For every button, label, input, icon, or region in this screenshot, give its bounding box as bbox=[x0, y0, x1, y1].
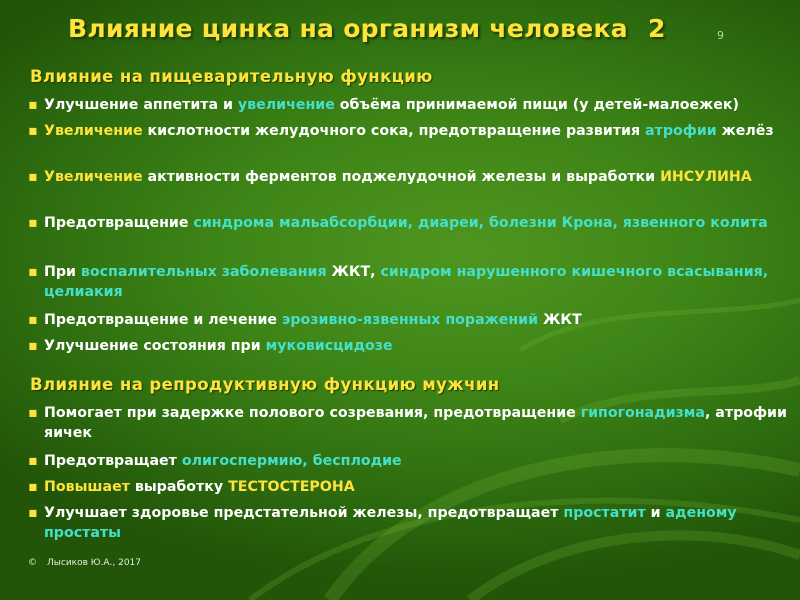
section-heading-digestive: Влияние на пищеварительную функцию bbox=[30, 67, 433, 86]
list-item bbox=[28, 167, 788, 187]
copyright-icon: © bbox=[28, 558, 37, 568]
list-item bbox=[28, 262, 788, 302]
slide-title-text: Влияние цинка на организм человека bbox=[68, 14, 628, 43]
text-segment: желёз bbox=[716, 123, 774, 139]
list-item bbox=[28, 213, 788, 233]
copyright-text: Лысиков Ю.А., 2017 bbox=[47, 558, 141, 568]
text-segment: Помогает при задержке полового созревания, предотвращение bbox=[44, 405, 581, 421]
list-item-text bbox=[44, 451, 788, 471]
text-segment: Предотвращает bbox=[44, 453, 182, 469]
text-segment: Улучшает здоровье предстательной железы, предотвращает bbox=[44, 505, 564, 521]
list-item bbox=[28, 336, 788, 356]
list-item bbox=[28, 403, 788, 443]
text-segment: эрозивно-язвенных поражений bbox=[281, 312, 539, 328]
list-item-text bbox=[44, 336, 788, 356]
text-segment: объёма принимаемой пищи (у детей-малоежек) bbox=[334, 97, 739, 113]
list-item bbox=[28, 503, 788, 543]
text-segment: и bbox=[645, 505, 666, 521]
square-bullet-icon: ▪ bbox=[28, 479, 38, 495]
list-item bbox=[28, 451, 788, 471]
text-segment: синдрома мальабсорбции, диареи, болезни Крона, язвенного колита bbox=[193, 215, 768, 231]
list-item-text bbox=[44, 213, 788, 233]
text-segment: воспалительных заболевания bbox=[80, 264, 327, 280]
copyright-footer bbox=[28, 558, 141, 568]
text-segment: Предотвращение и лечение bbox=[44, 312, 282, 328]
square-bullet-icon: ▪ bbox=[28, 312, 38, 328]
list-item-text bbox=[44, 403, 788, 443]
list-item bbox=[28, 121, 788, 141]
text-segment: ТЕСТОСТЕРОНА bbox=[228, 479, 355, 495]
text-segment: атрофии bbox=[645, 123, 717, 139]
list-item-text bbox=[44, 310, 788, 330]
square-bullet-icon: ▪ bbox=[28, 264, 38, 280]
square-bullet-icon: ▪ bbox=[28, 505, 38, 521]
text-segment: гипогонадизма bbox=[580, 405, 705, 421]
text-segment: Повышает bbox=[44, 479, 130, 495]
list-item-text bbox=[44, 477, 788, 497]
text-segment: , атрофии яичек bbox=[44, 405, 787, 441]
text-segment: Улучшение состояния при bbox=[44, 338, 266, 354]
list-item-text bbox=[44, 95, 788, 115]
page-number: 9 bbox=[717, 29, 724, 42]
text-segment: синдром нарушенного кишечного всасывания, целиакия bbox=[44, 264, 769, 300]
text-segment: ЖКТ, bbox=[326, 264, 381, 280]
text-segment: активности ферментов поджелудочной железы и выработки bbox=[142, 169, 661, 185]
section-heading-reproductive: Влияние на репродуктивную функцию мужчин bbox=[30, 375, 500, 394]
text-segment: кислотности желудочного сока, предотвращение развития bbox=[142, 123, 646, 139]
text-segment: Увеличение bbox=[44, 169, 143, 185]
text-segment: олигоспермию, бесплодие bbox=[181, 453, 402, 469]
list-item bbox=[28, 310, 788, 330]
text-segment: Увеличение bbox=[44, 123, 143, 139]
text-segment: ИНСУЛИНА bbox=[660, 169, 752, 185]
slide-title bbox=[68, 14, 666, 43]
square-bullet-icon: ▪ bbox=[28, 453, 38, 469]
square-bullet-icon: ▪ bbox=[28, 123, 38, 139]
square-bullet-icon: ▪ bbox=[28, 215, 38, 231]
text-segment: увеличение bbox=[237, 97, 335, 113]
text-segment: Предотвращение bbox=[44, 215, 194, 231]
list-item-text bbox=[44, 167, 788, 187]
list-item bbox=[28, 477, 788, 497]
text-segment: аденому простаты bbox=[44, 505, 737, 541]
square-bullet-icon: ▪ bbox=[28, 338, 38, 354]
text-segment: Улучшение аппетита и bbox=[44, 97, 238, 113]
text-segment: простатит bbox=[563, 505, 646, 521]
square-bullet-icon: ▪ bbox=[28, 169, 38, 185]
slide-title-number: 2 bbox=[647, 14, 666, 43]
text-segment: выработку bbox=[129, 479, 229, 495]
square-bullet-icon: ▪ bbox=[28, 97, 38, 113]
list-item bbox=[28, 95, 788, 115]
text-segment: ЖКТ bbox=[538, 312, 582, 328]
list-item-text bbox=[44, 262, 788, 302]
square-bullet-icon: ▪ bbox=[28, 405, 38, 421]
text-segment: При bbox=[44, 264, 81, 280]
list-item-text bbox=[44, 121, 788, 141]
list-item-text bbox=[44, 503, 788, 543]
text-segment: муковисцидозе bbox=[265, 338, 393, 354]
